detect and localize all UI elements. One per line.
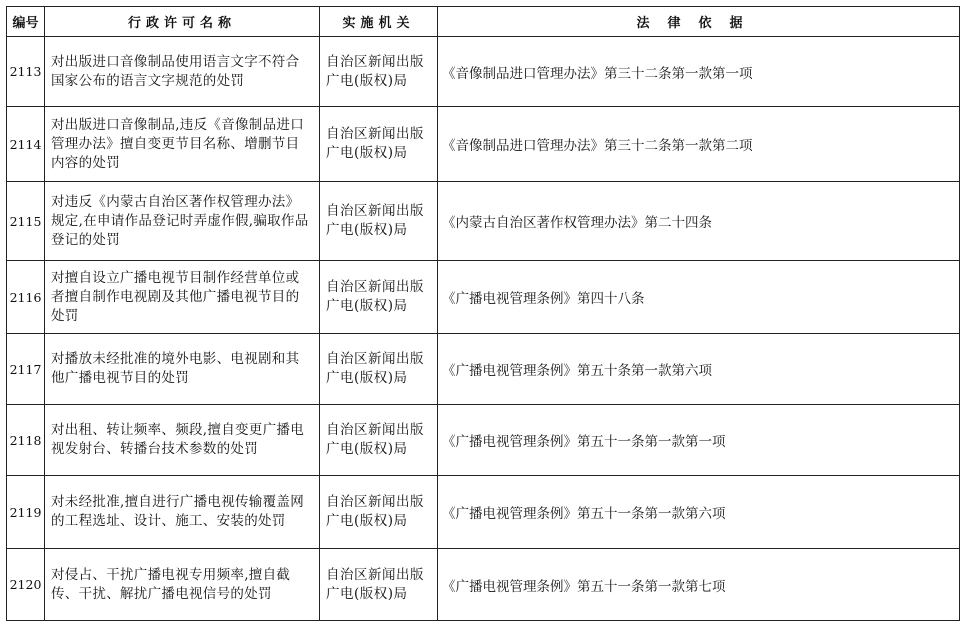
row-number: 2118	[7, 405, 45, 476]
header-org: 实施机关	[320, 7, 438, 37]
row-law: 《广播电视管理条例》第五十一条第一款第一项	[438, 405, 960, 476]
org-line-1: 自治区新闻出版	[326, 494, 424, 510]
org-line-1: 自治区新闻出版	[326, 126, 424, 142]
row-name: 对出租、转让频率、频段,擅自变更广播电视发射台、转播台技术参数的处罚	[45, 405, 320, 476]
row-org	[320, 107, 438, 182]
table-row	[7, 334, 960, 405]
row-number: 2116	[7, 261, 45, 334]
header-num: 编号	[7, 7, 45, 37]
row-number: 2114	[7, 107, 45, 182]
table-row	[7, 405, 960, 476]
row-law: 《广播电视管理条例》第五十条第一款第六项	[438, 334, 960, 405]
table-header-row	[7, 7, 960, 37]
org-line-2: 广电(版权)局	[326, 441, 408, 457]
org-line-1: 自治区新闻出版	[326, 566, 424, 583]
row-name: 对违反《内蒙古自治区著作权管理办法》规定,在申请作品登记时弄虚作假,骗取作品登记的处罚	[45, 182, 320, 261]
row-name: 对播放未经批准的境外电影、电视剧和其他广播电视节目的处罚	[45, 334, 320, 405]
row-law: 《广播电视管理条例》第五十一条第一款第七项	[438, 549, 960, 621]
org-line-1: 自治区新闻出版	[326, 53, 424, 70]
org-line-2: 广电(版权)局	[326, 222, 408, 238]
org-line-1: 自治区新闻出版	[326, 203, 424, 219]
row-org	[320, 334, 438, 405]
row-org	[320, 182, 438, 261]
row-org	[320, 549, 438, 621]
row-org	[320, 37, 438, 107]
row-number: 2120	[7, 549, 45, 621]
org-line-2: 广电(版权)局	[326, 145, 408, 161]
org-line-2: 广电(版权)局	[326, 513, 408, 529]
row-number: 2117	[7, 334, 45, 405]
row-number: 2115	[7, 182, 45, 261]
org-line-1: 自治区新闻出版	[326, 351, 424, 367]
row-org	[320, 261, 438, 334]
org-line-2: 广电(版权)局	[326, 585, 408, 602]
row-number: 2119	[7, 476, 45, 549]
row-name: 对擅自设立广播电视节目制作经营单位或者擅自制作电视剧及其他广播电视节目的处罚	[45, 261, 320, 334]
table-row	[7, 549, 960, 621]
penalty-table	[6, 6, 960, 621]
row-name: 对侵占、干扰广播电视专用频率,擅自截传、干扰、解扰广播电视信号的处罚	[45, 549, 320, 621]
row-name: 对未经批准,擅自进行广播电视传输覆盖网的工程选址、设计、施工、安装的处罚	[45, 476, 320, 549]
row-law: 《广播电视管理条例》第五十一条第一款第六项	[438, 476, 960, 549]
row-law: 《广播电视管理条例》第四十八条	[438, 261, 960, 334]
org-line-2: 广电(版权)局	[326, 298, 408, 314]
table-row	[7, 182, 960, 261]
table-row	[7, 476, 960, 549]
row-number: 2113	[7, 37, 45, 107]
row-org	[320, 405, 438, 476]
org-line-2: 广电(版权)局	[326, 370, 408, 386]
org-line-2: 广电(版权)局	[326, 72, 408, 89]
table-row	[7, 37, 960, 107]
row-name: 对出版进口音像制品,违反《音像制品进口管理办法》擅自变更节目名称、增删节目内容的处罚	[45, 107, 320, 182]
table-row	[7, 107, 960, 182]
header-law: 法律依据	[438, 7, 960, 37]
org-line-1: 自治区新闻出版	[326, 422, 424, 438]
row-law: 《音像制品进口管理办法》第三十二条第一款第一项	[438, 37, 960, 107]
table-row	[7, 261, 960, 334]
row-org	[320, 476, 438, 549]
header-name: 行政许可名称	[45, 7, 320, 37]
org-line-1: 自治区新闻出版	[326, 279, 424, 295]
row-name: 对出版进口音像制品使用语言文字不符合国家公布的语言文字规范的处罚	[45, 37, 320, 107]
row-law: 《内蒙古自治区著作权管理办法》第二十四条	[438, 182, 960, 261]
row-law: 《音像制品进口管理办法》第三十二条第一款第二项	[438, 107, 960, 182]
